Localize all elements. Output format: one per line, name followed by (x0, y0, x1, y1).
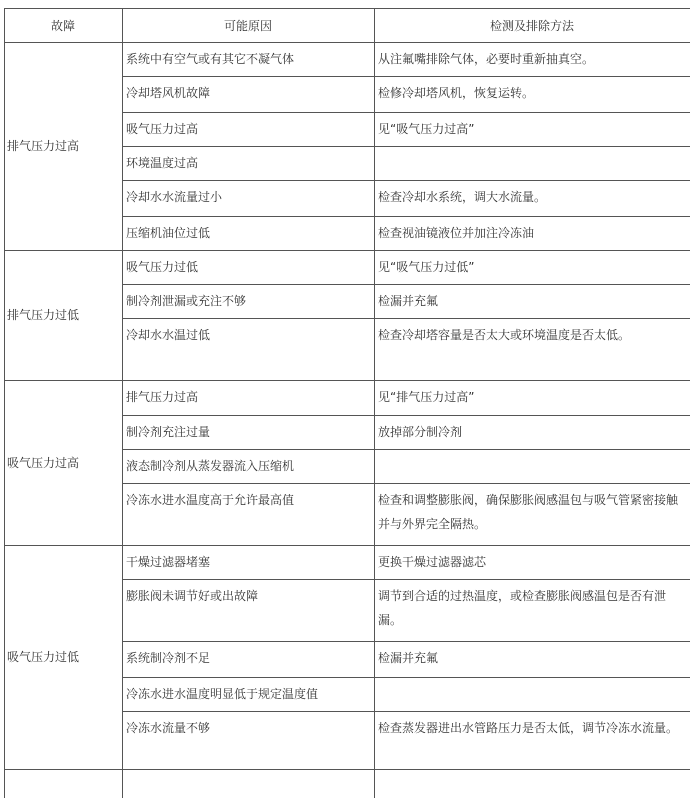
row-rule (122, 318, 690, 319)
group-rule (4, 250, 690, 251)
column-header: 故障 (50, 19, 75, 33)
method-cell: 调节到合适的过热温度，或检查膨胀阀感温包是否有泄漏。 (378, 589, 667, 627)
method-cell: 检查视油镜液位并加注冷冻油 (378, 226, 535, 240)
cause-cell: 压缩机油位过低 (126, 226, 211, 240)
method-cell: 检漏并充氟 (378, 651, 439, 665)
method-cell: 见“排气压力过高” (378, 390, 475, 404)
cause-cell: 吸气压力过低 (126, 260, 199, 274)
col-rule (374, 8, 375, 798)
row-rule (122, 284, 690, 285)
cause-cell: 制冷剂充注过量 (126, 425, 211, 439)
cause-cell: 制冷剂泄漏或充注不够 (126, 294, 247, 308)
group-rule (4, 545, 690, 546)
row-rule (122, 579, 690, 580)
cause-cell: 系统制冷剂不足 (126, 651, 211, 665)
fault-label: 吸气压力过高 (7, 455, 80, 470)
cause-cell: 膨胀阀未调节好或出故障 (126, 589, 259, 603)
cause-cell: 吸气压力过高 (126, 122, 199, 136)
row-rule (122, 415, 690, 416)
row-rule (122, 146, 690, 147)
method-cell: 检查冷却水系统，调大水流量。 (378, 190, 547, 204)
method-cell: 放掉部分制冷剂 (378, 425, 463, 439)
cause-cell: 冷却塔风机故障 (126, 86, 211, 100)
row-rule (122, 711, 690, 712)
left-rule (4, 8, 5, 798)
row-rule (122, 112, 690, 113)
table-top-rule (4, 8, 690, 9)
cause-cell: 冷却水水流量过小 (126, 190, 223, 204)
column-header: 可能原因 (223, 19, 272, 33)
method-cell: 从注氟嘴排除气体，必要时重新抽真空。 (378, 52, 595, 66)
cause-cell: 液态制冷剂从蒸发器流入压缩机 (126, 459, 295, 473)
row-rule (122, 677, 690, 678)
method-cell: 检修冷却塔风机，恢复运转。 (378, 86, 535, 100)
cause-cell: 干燥过滤器堵塞 (126, 555, 211, 569)
group-rule (4, 769, 690, 770)
row-rule (122, 641, 690, 642)
cause-cell: 排气压力过高 (126, 390, 199, 404)
method-cell: 检查蒸发器进出水管路压力是否太低，调节冷冻水流量。 (378, 721, 679, 735)
row-rule (122, 449, 690, 450)
row-rule (122, 216, 690, 217)
cause-cell: 系统中有空气或有其它不凝气体 (126, 52, 295, 66)
method-cell: 更换干燥过滤器滤芯 (378, 555, 487, 569)
col-rule (122, 8, 123, 798)
method-cell: 见“吸气压力过高” (378, 122, 475, 136)
group-rule (4, 380, 690, 381)
cause-cell: 冷冻水流量不够 (126, 721, 211, 735)
cause-cell: 冷冻水进水温度明显低于规定温度值 (126, 687, 319, 701)
fault-label: 排气压力过高 (7, 139, 80, 153)
cause-cell: 冷冻水进水温度高于允许最高值 (126, 493, 295, 507)
row-rule (122, 483, 690, 484)
column-header: 检测及排除方法 (489, 19, 574, 33)
row-rule (122, 180, 690, 181)
method-cell: 检查和调整膨胀阀，确保膨胀阀感温包与吸气管紧密接触并与外界完全隔热。 (378, 493, 679, 531)
method-cell: 检漏并充氟 (378, 294, 439, 308)
method-cell: 见“吸气压力过低” (378, 260, 475, 274)
cause-cell: 环境温度过高 (126, 156, 199, 170)
method-cell: 检查冷却塔容量是否太大或环境温度是否太低。 (378, 328, 631, 342)
row-rule (122, 76, 690, 77)
cause-cell: 冷却水水温过低 (126, 328, 211, 342)
fault-label: 吸气压力过低 (7, 650, 80, 664)
header-rule (4, 42, 690, 43)
fault-label: 排气压力过低 (7, 308, 80, 322)
